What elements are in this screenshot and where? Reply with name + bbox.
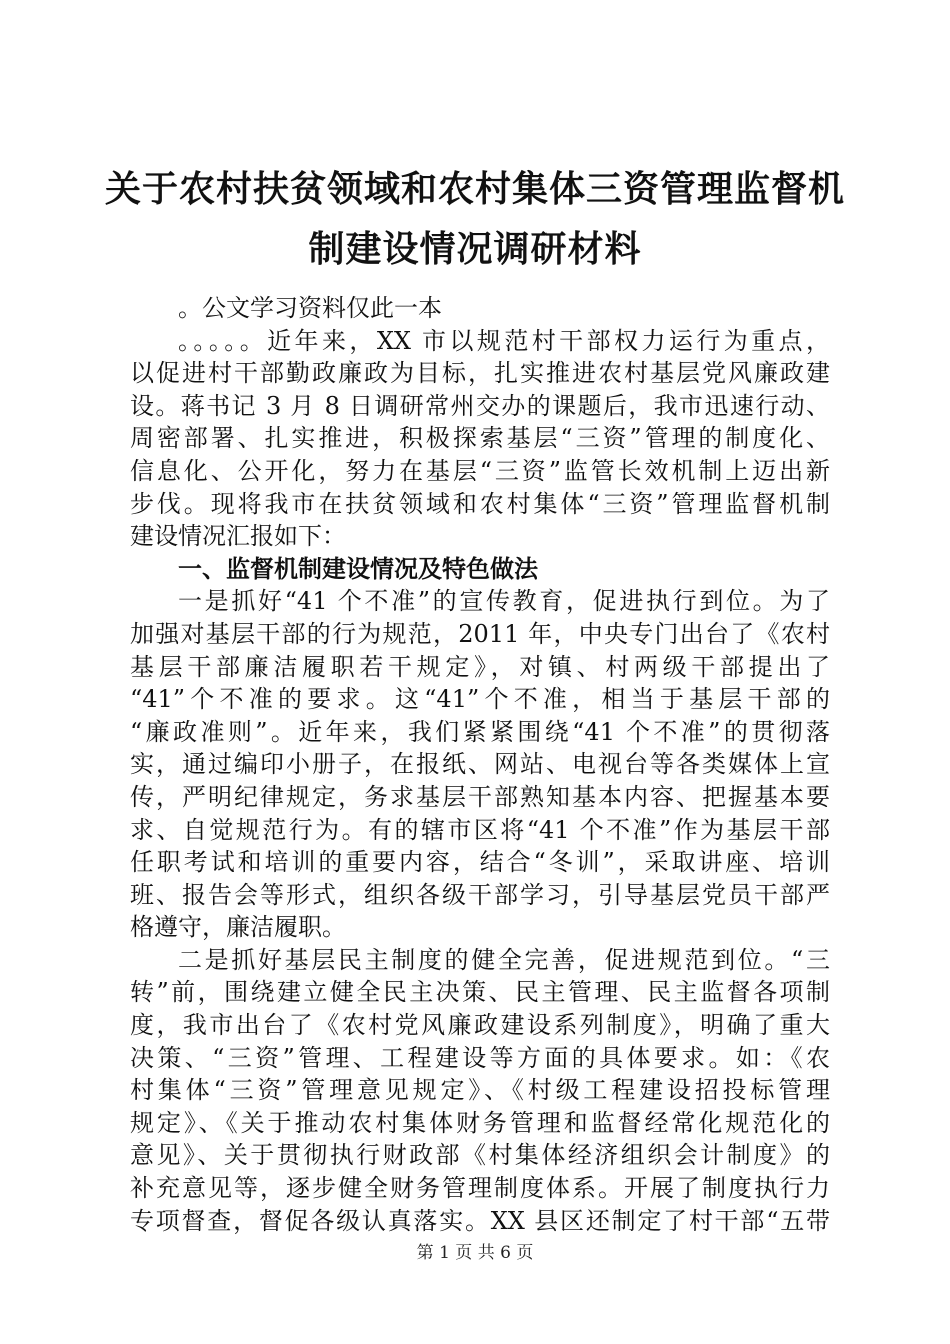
paragraph-line: “廉政准则”。近年来，我们紧紧围绕“41 个不准”的贯彻落 [130, 717, 830, 746]
paragraph-line: 意见》、关于贯彻执行财政部《村集体经济组织会计制度》的 [130, 1141, 830, 1170]
paragraph-line: 加强对基层干部的行为规范，2011 年，中央专门出台了《农村 [130, 619, 830, 648]
paragraph-line: 村集体“三资”管理意见规定》、《村级工程建设招投标管理 [130, 1076, 830, 1105]
paragraph-line: 设。蒋书记 3 月 8 日调研常州交办的课题后，我市迅速行动、 [130, 391, 830, 420]
paragraph-line: 班、报告会等形式，组织各级干部学习，引导基层党员干部严 [130, 880, 830, 909]
paragraph-line: 决策、“三资”管理、工程建设等方面的具体要求。如：《农 [130, 1043, 830, 1072]
paragraph-line: 求、自觉规范行为。有的辖市区将“41 个不准”作为基层干部 [130, 815, 830, 844]
paragraph-line: 二是抓好基层民主制度的健全完善，促进规范到位。“三 [178, 945, 830, 974]
paragraph-line: 基层干部廉洁履职若干规定》，对镇、村两级干部提出了 [130, 652, 830, 681]
page-footer: 第 1 页 共 6 页 [416, 1243, 534, 1263]
paragraph-line: 以促进村干部勤政廉政为目标，扎实推进农村基层党风廉政建 [130, 359, 830, 388]
paragraph-line: 实，通过编印小册子，在报纸、网站、电视台等各类媒体上宣 [130, 750, 830, 779]
document-title [0, 160, 950, 280]
paragraph-line: 专项督查，督促各级认真落实。XX 县区还制定了村干部“五带 [130, 1206, 830, 1235]
paragraph-line: 转”前，围绕建立健全民主决策、民主管理、民主监督各项制 [130, 978, 830, 1007]
paragraph-line: “41”个不准的要求。这“41”个不准，相当于基层干部的 [130, 685, 830, 714]
paragraph-line: 步伐。现将我市在扶贫领域和农村集体“三资”管理监督机制 [130, 489, 830, 518]
paragraph-line: 规定》、《关于推动农村集体财务管理和监督经常化规范化的 [130, 1108, 830, 1137]
paragraph-line: 任职考试和培训的重要内容，结合“冬训”，采取讲座、培训 [130, 848, 830, 877]
paragraph-line: 度，我市出台了《农村党风廉政建设系列制度》，明确了重大 [130, 1011, 830, 1040]
title-line-1: 关于农村扶贫领域和农村集体三资管理监督机 [104, 169, 845, 210]
paragraph-line: 。。。。。近年来，XX 市以规范村干部权力运行为重点， [178, 326, 830, 355]
title-line-2: 制建设情况调研材料 [308, 229, 642, 270]
section-heading: 一、监督机制建设情况及特色做法 [178, 554, 538, 583]
paragraph-line: 周密部署、扎实推进，积极探索基层“三资”管理的制度化、 [130, 424, 830, 453]
note-line: 。公文学习资料仅此一本 [178, 294, 442, 322]
paragraph-line: 建设情况汇报如下： [130, 522, 346, 551]
paragraph-line: 信息化、公开化，努力在基层“三资”监管长效机制上迈出新 [130, 456, 830, 485]
paragraph-line: 传，严明纪律规定，务求基层干部熟知基本内容、把握基本要 [130, 782, 830, 811]
paragraph-line: 补充意见等，逐步健全财务管理制度体系。开展了制度执行力 [130, 1174, 830, 1203]
paragraph-line: 一是抓好“41 个不准”的宣传教育，促进执行到位。为了 [178, 587, 830, 616]
document-body [130, 292, 830, 1237]
paragraph-line: 格遵守，廉洁履职。 [130, 913, 346, 942]
